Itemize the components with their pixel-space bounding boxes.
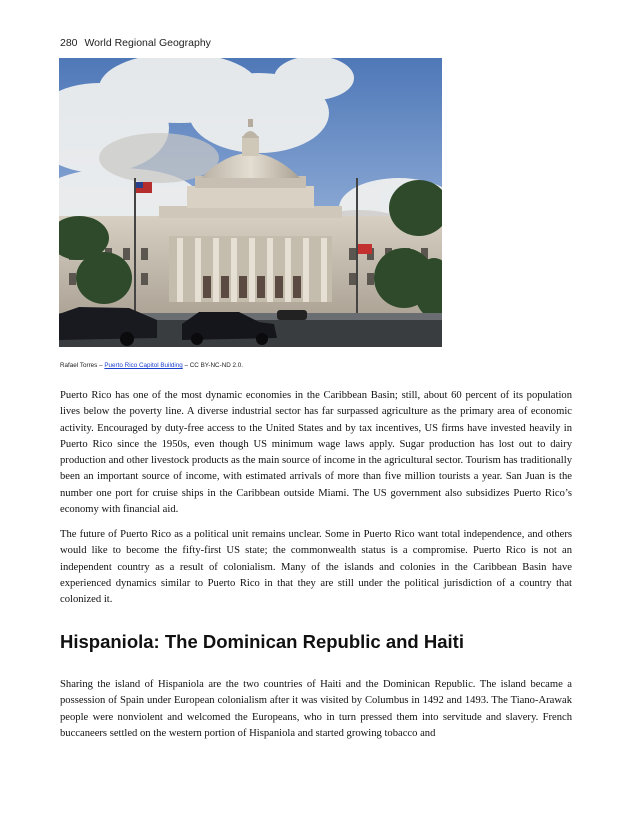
paragraph-hispaniola: Sharing the island of Hispaniola are the two countries of Haiti and the Dominican Republic. The island became a possession of Spain under European colonialism after it was visited by Columbus in 1492 and 1493. The Tiano-Arawak people were nonviolent and welcomed the Europeans, who in turn pressed them into servitude and slavery. French buccaneers settled on the western portion of Hispaniola and started growing tobacco and — [60, 679, 572, 739]
credit-link[interactable]: Puerto Rico Capitol Building — [104, 362, 183, 369]
photo-credit — [60, 362, 243, 369]
paragraph-puerto-rico-economy: Puerto Rico has one of the most dynamic economies in the Caribbean Basin; still, about 60 percent of its population lives below the poverty line. A diverse industrial sector has far surpassed agriculture as the primary area of economic activity. Encouraged by duty-free access to the United States and by tax incentives, US firms have invested heavily in Puerto Rico since the 1950s, even though US minimum wage laws apply. Sugar production has lost out to dairy production and other livestock products as the main source of income in the agricultural sector. Tourism has traditionally been an important source of income, with estimated arrivals of more than five million tourists a year. San Juan is the number one port for cruise ships in the Caribbean outside Miami. The US government also subsidizes Puerto Rico’s economy with financial aid. — [60, 390, 572, 516]
page-number: 280 — [60, 37, 78, 49]
credit-license: – CC BY-NC-ND 2.0. — [182, 362, 244, 369]
paragraph-puerto-rico-future: The future of Puerto Rico as a political unit remains unclear. Some in Puerto Rico want total independence, and others would like to become the fifty-first US state; the commonwealth status is a compromise. Puerto Rico is not an independent country as a result of colonialism. Many of the islands and colonies in the Caribbean Basin have experienced dynamics similar to Puerto Rico in that they are still under the political jurisdiction of a country that colonized it. — [60, 529, 572, 606]
book-title: World Regional Geography — [84, 37, 211, 49]
running-header — [60, 37, 211, 49]
section-heading: Hispaniola: The Dominican Republic and Haiti — [60, 631, 464, 652]
credit-author: Rafael Torres – — [60, 362, 105, 369]
capitol-photo — [59, 58, 442, 347]
